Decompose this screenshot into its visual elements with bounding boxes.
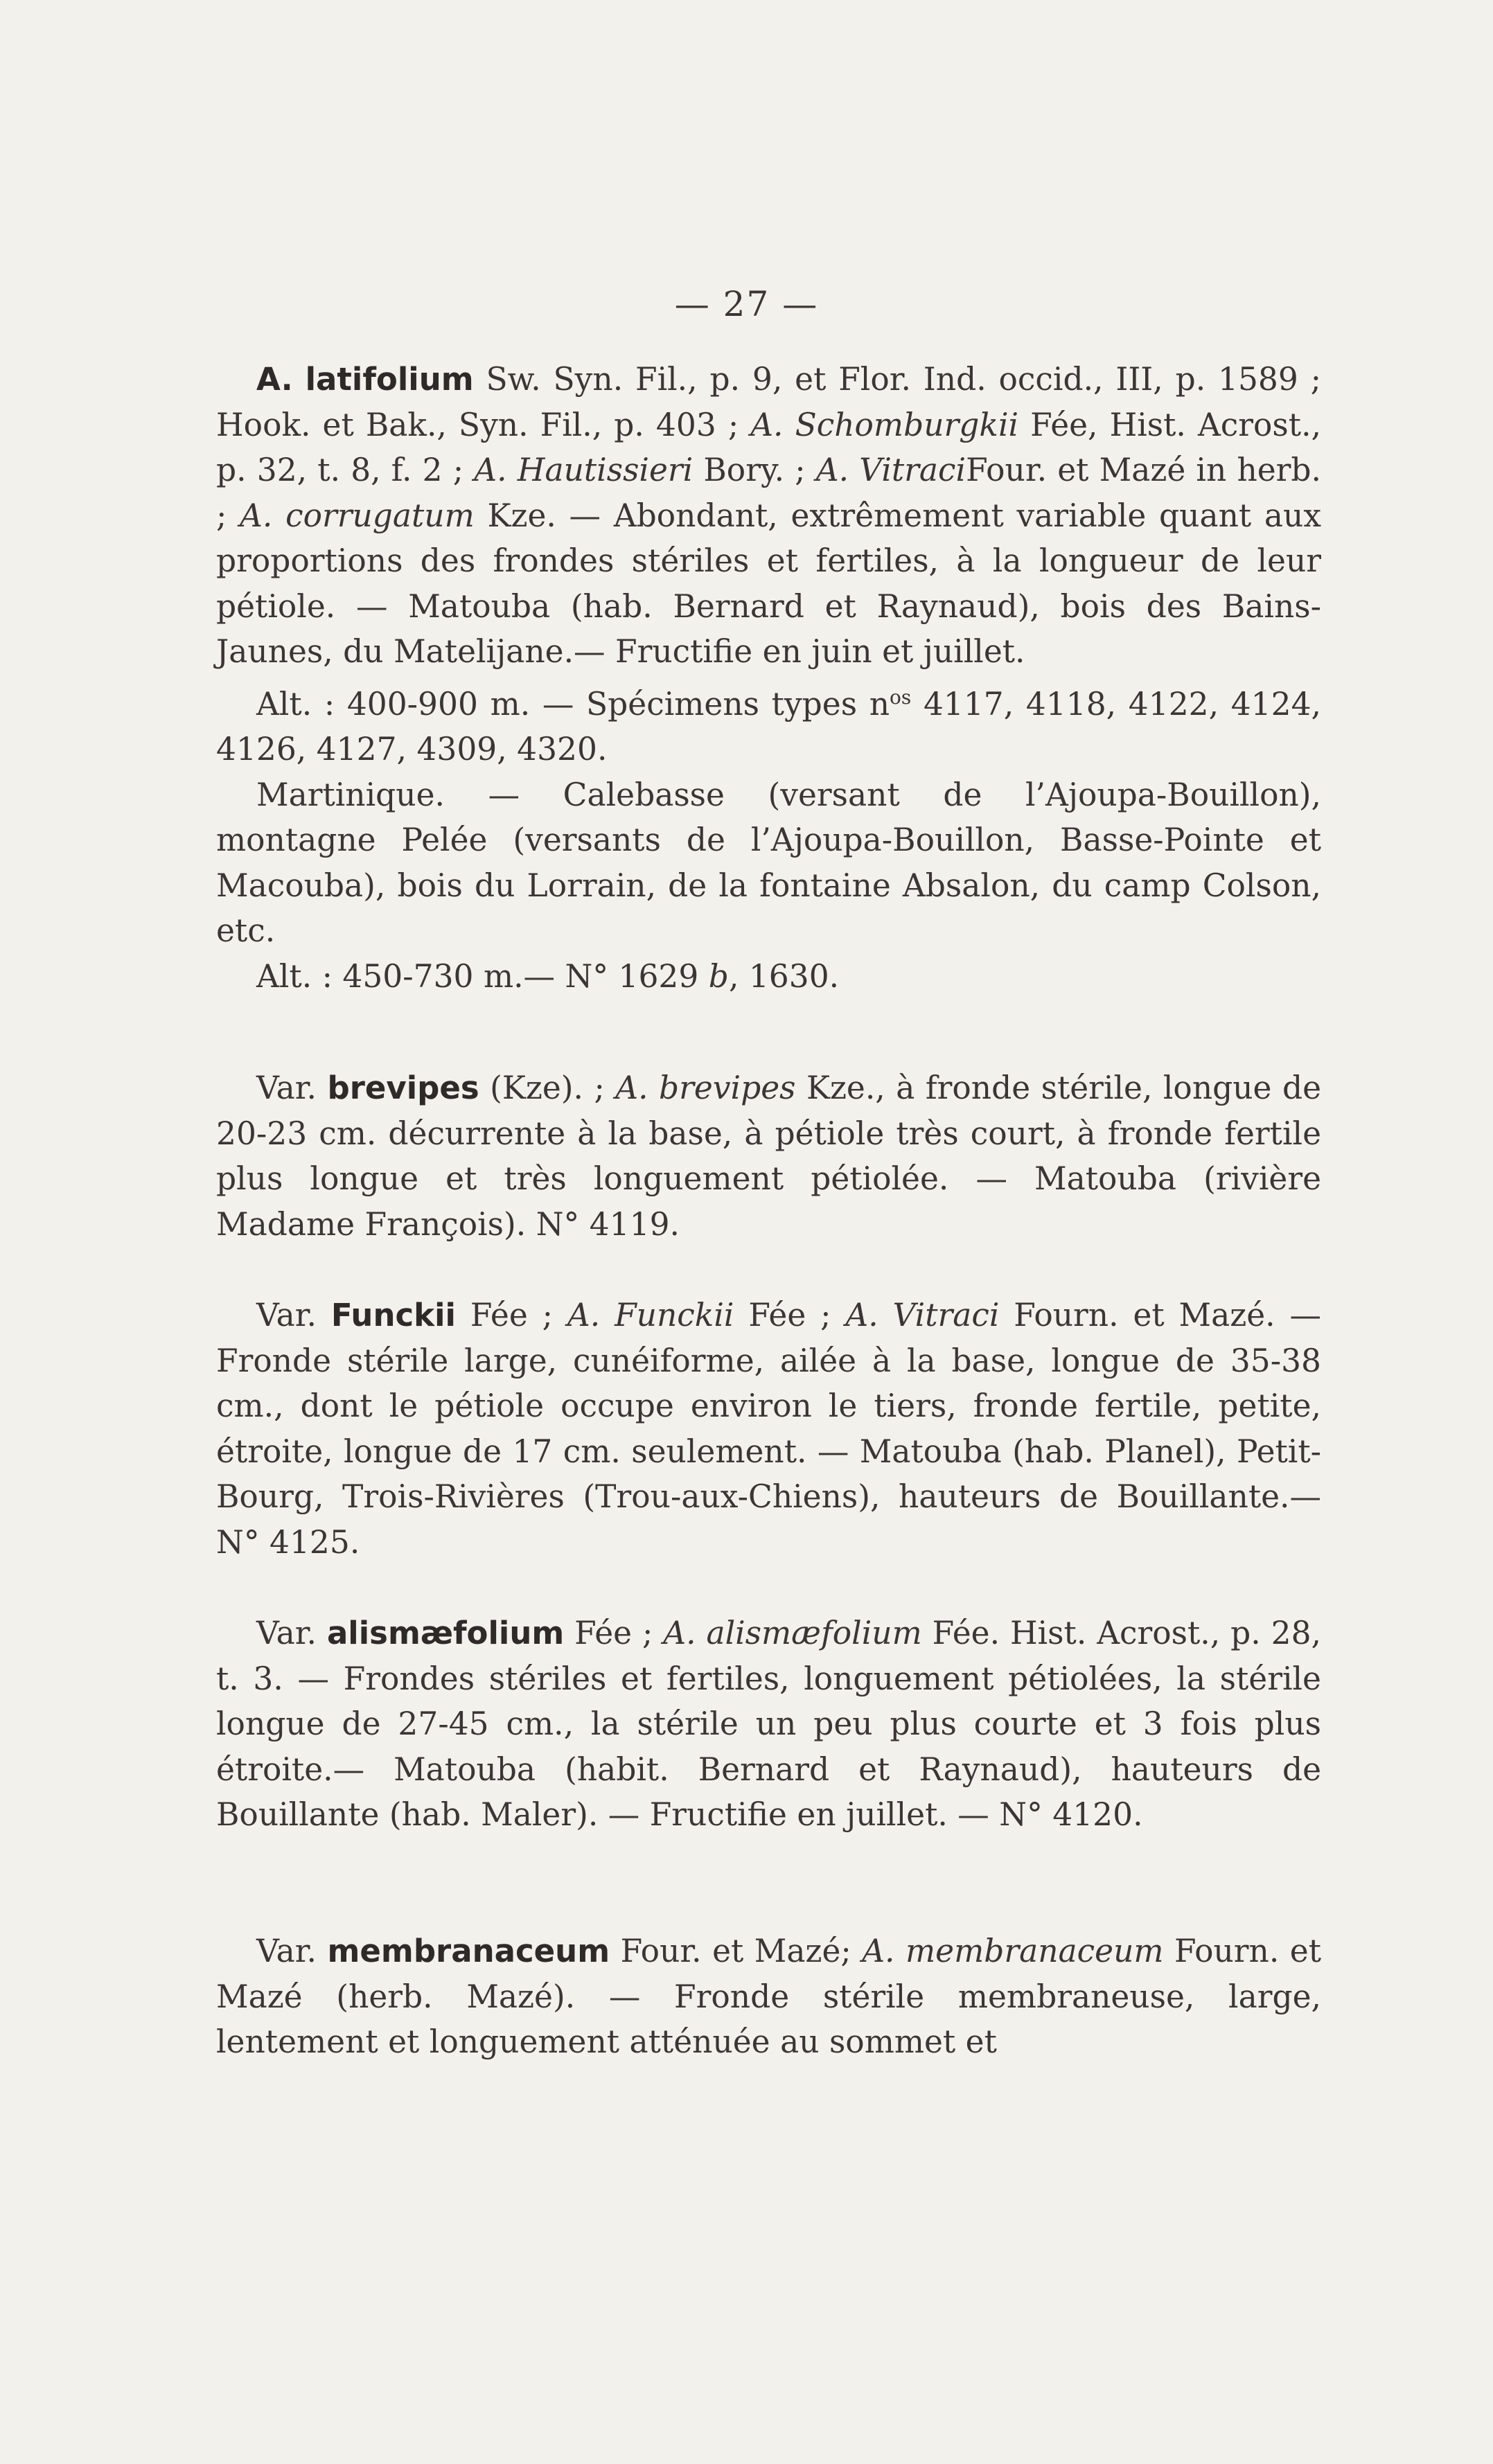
var-label: Var. xyxy=(256,1933,328,1969)
text-run: Bory. ; xyxy=(693,452,816,488)
synonym-vitraci: A. Vitraci xyxy=(845,1297,1000,1333)
var-label: Var. xyxy=(256,1070,328,1106)
variety-name-brevipes: brevipes xyxy=(327,1070,479,1106)
text-run: Kze. — Abondant, extrêmement variable quant aux proportions des frondes stériles et fertiles, à la longueur de leur pétiole. — Matouba (hab. Bernard et Raynaud), bois des Bains-Jaunes, du Matelijane.— Fructifie en juin et juillet. xyxy=(216,497,1322,670)
entry-funckii xyxy=(216,1293,1321,1565)
entry-latifolium xyxy=(216,357,1321,999)
text-run: Four. et Mazé; xyxy=(610,1933,863,1969)
genus-abbr: A. xyxy=(256,361,293,398)
superscript: os xyxy=(890,685,912,709)
variety-name-membranaceum: membranaceum xyxy=(327,1933,610,1969)
synonym-schomburgkii: A. Schomburgkii xyxy=(750,406,1019,443)
text-run: Kze., à fronde stérile, longue de 20-23 cm. décurrente à la base, à pétiole très court, à fronde fertile plus longue et très longuement pétiolée. — Matouba (rivière Madame François). N° 4119. xyxy=(216,1070,1321,1243)
entry-membranaceum-paragraph xyxy=(216,1929,1321,2065)
var-label: Var. xyxy=(256,1615,327,1651)
entry-latifolium-paragraph-2 xyxy=(216,675,1321,772)
text-run: Sw. Syn. Fil., p. 9, et Flor. Ind. occid., III, p. 1589 ; Hook. et Bak., Syn. Fil., p. 403 ; xyxy=(216,361,1322,443)
text-run: Alt. : 400-900 m. — Spécimens types n xyxy=(256,685,890,723)
text-run: (Kze). ; xyxy=(479,1070,616,1106)
entry-membranaceum xyxy=(216,1929,1321,2065)
text-run: Fourn. et Mazé (herb. Mazé). — Fronde stérile membraneuse, large, lentement et longuement atténuée au sommet et xyxy=(216,1933,1322,2060)
entry-brevipes-paragraph xyxy=(216,1065,1321,1247)
synonym-corrugatum: A. corrugatum xyxy=(240,497,475,534)
text-run: Four. et Mazé in herb. ; xyxy=(216,452,1322,534)
text-run: Fée ; xyxy=(734,1297,846,1333)
text-run: Fée ; xyxy=(455,1297,567,1333)
text-run: Fée. Hist. Acrost., p. 28, t. 3. — Frondes stériles et fertiles, longuement pétiolées, la stérile longue de 27-45 cm., la stérile un peu plus courte et 3 fois plus étroite.— Matouba (habit. Bernard et Raynaud), hauteurs de Bouillante (hab. Maler). — Fructifie en juillet. — N° 4120. xyxy=(216,1615,1321,1833)
entry-latifolium-paragraph-1 xyxy=(216,357,1321,675)
text-run: 4117, 4118, 4122, 4124, 4126, 4127, 4309, 4320. xyxy=(216,685,1321,768)
text-run: Fée, Hist. Acrost., p. 32, t. 8, f. 2 ; xyxy=(216,406,1321,488)
text-run: Martinique. — Calebasse (versant de l’Ajoupa-Bouillon), montagne Pelée (versants de l’Ajoupa-Bouillon, Basse-Pointe et Macouba), bois du Lorrain, de la fontaine Absalon, du camp Colson, etc. xyxy=(216,776,1321,950)
synonym-alismaefolium: A. alismæfolium xyxy=(663,1615,922,1651)
page-number: — 27 — xyxy=(674,284,819,324)
synonym-brevipes: A. brevipes xyxy=(615,1070,796,1106)
text-run: Fourn. et Mazé. — Fronde stérile large, cunéiforme, ailée à la base, longue de 35-38 cm., dont le pétiole occupe environ le tiers, fronde fertile, petite, étroite, longue de 17 cm. seulement. — Matouba (hab. Planel), Petit-Bourg, Trois-Rivières (Trou-aux-Chiens), hauteurs de Bouillante.— N° 4125. xyxy=(216,1297,1322,1561)
entry-funckii-paragraph xyxy=(216,1293,1321,1565)
text-run: , 1630. xyxy=(728,957,840,995)
entry-latifolium-paragraph-3 xyxy=(216,772,1321,954)
entry-brevipes xyxy=(216,1065,1321,1247)
variety-name-alismaefolium: alismæfolium xyxy=(326,1615,565,1651)
synonym-hautissieri: A. Hautissieri xyxy=(474,452,694,488)
synonym-funckii: A. Funckii xyxy=(567,1297,734,1333)
synonym-membranaceum: A. membranaceum xyxy=(862,1933,1164,1969)
entry-latifolium-paragraph-4 xyxy=(216,954,1321,1000)
species-name-latifolium: latifolium xyxy=(305,361,474,398)
entry-alismaefolium xyxy=(216,1611,1321,1838)
text-run: Fée ; xyxy=(564,1615,664,1651)
variety-name-funckii: Funckii xyxy=(330,1297,456,1333)
var-label: Var. xyxy=(256,1297,331,1333)
text-run: Alt. : 450-730 m.— N° 1629 xyxy=(256,957,709,995)
synonym-vitraci: A. Vitraci xyxy=(815,452,966,488)
entry-alismaefolium-paragraph xyxy=(216,1611,1321,1838)
specimen-letter: b xyxy=(708,957,729,995)
